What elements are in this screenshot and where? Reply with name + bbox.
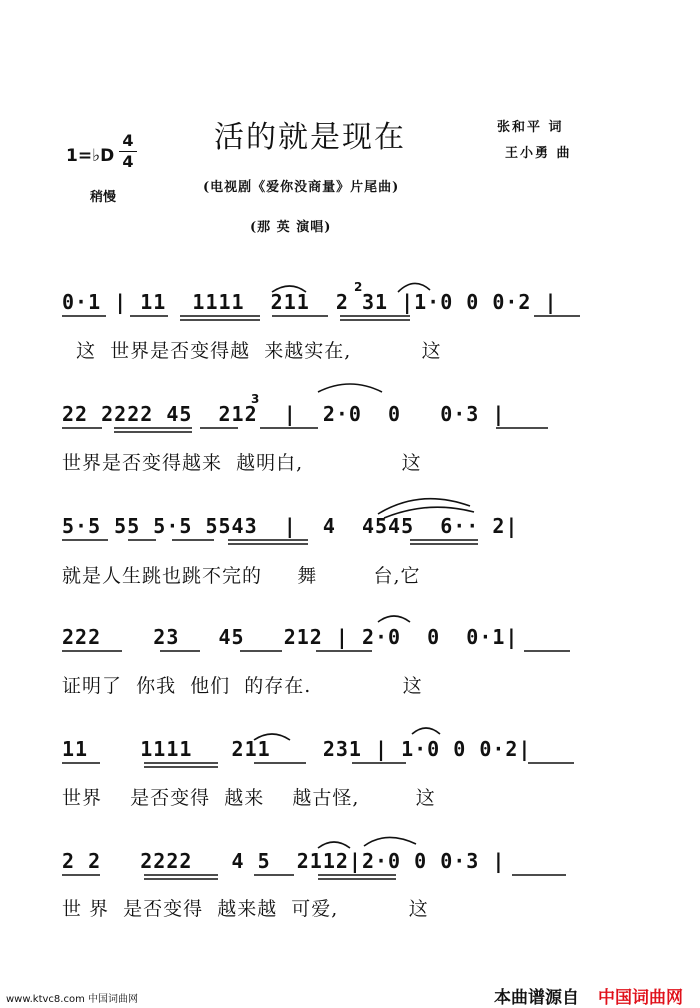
notation-row-3: 5·5 55 5·5 5543 | 4 4545 6·· 2| <box>62 514 519 538</box>
slur <box>384 507 474 518</box>
footer-brand-text: 本曲谱源自 <box>494 988 579 1008</box>
lyric-row-1: 这 世界是否变得越 来越实在, 这 <box>62 340 442 362</box>
notation-row-6: 2 2 2222 4 5 2112|2·0 0 0·3 | <box>62 849 506 873</box>
lyric-row-3: 就是人生跳也跳不完的 舞 台,它 <box>62 565 421 587</box>
page-title: 活的就是现在 <box>214 120 406 155</box>
time-numerator: 4 <box>122 131 134 150</box>
slur <box>412 728 440 734</box>
singer-note: (那 英 演唱) <box>250 220 332 235</box>
lyric-row-5: 世界 是否变得 越来 越古怪, 这 <box>62 787 436 809</box>
slur <box>398 283 430 292</box>
key-signature: 1=♭D <box>66 146 115 166</box>
time-denominator: 4 <box>122 152 134 171</box>
slur <box>364 837 416 846</box>
tempo-mark: 稍慢 <box>90 190 117 205</box>
notation-row-5: 11 1111 211 231 | 1·0 0 0·2| <box>62 737 532 761</box>
slur <box>318 842 350 848</box>
slur <box>378 616 410 622</box>
composer-credit: 王小勇 曲 <box>505 146 572 161</box>
lyricist-credit: 张和平 词 <box>497 120 564 135</box>
notation-row-2: 22 2222 45 212 | 2·0 0 0·3 | <box>62 402 506 426</box>
lyric-row-6: 世 界 是否变得 越来越 可爱, 这 <box>62 898 429 920</box>
footer-brand-name: 中国词曲网 <box>598 988 683 1008</box>
grace-note: 2 <box>354 280 363 294</box>
notation-row-4: 222 23 45 212 | 2·0 0 0·1| <box>62 625 519 649</box>
source-note: (电视剧《爱你没商量》片尾曲) <box>203 180 400 195</box>
slur <box>378 499 470 514</box>
slur <box>254 734 290 740</box>
notation-row-1: 0·1 | 11 1111 211 2 31 |1·0 0 0·2 | <box>62 290 558 314</box>
slur <box>318 384 382 392</box>
footer-site: www.ktvc8.com 中国词曲网 <box>6 994 139 1005</box>
lyric-row-2: 世界是否变得越来 越明白, 这 <box>62 452 422 474</box>
grace-note: 3 <box>251 392 260 406</box>
lyric-row-4: 证明了 你我 他们 的存在. 这 <box>62 675 423 697</box>
slur <box>272 286 306 292</box>
